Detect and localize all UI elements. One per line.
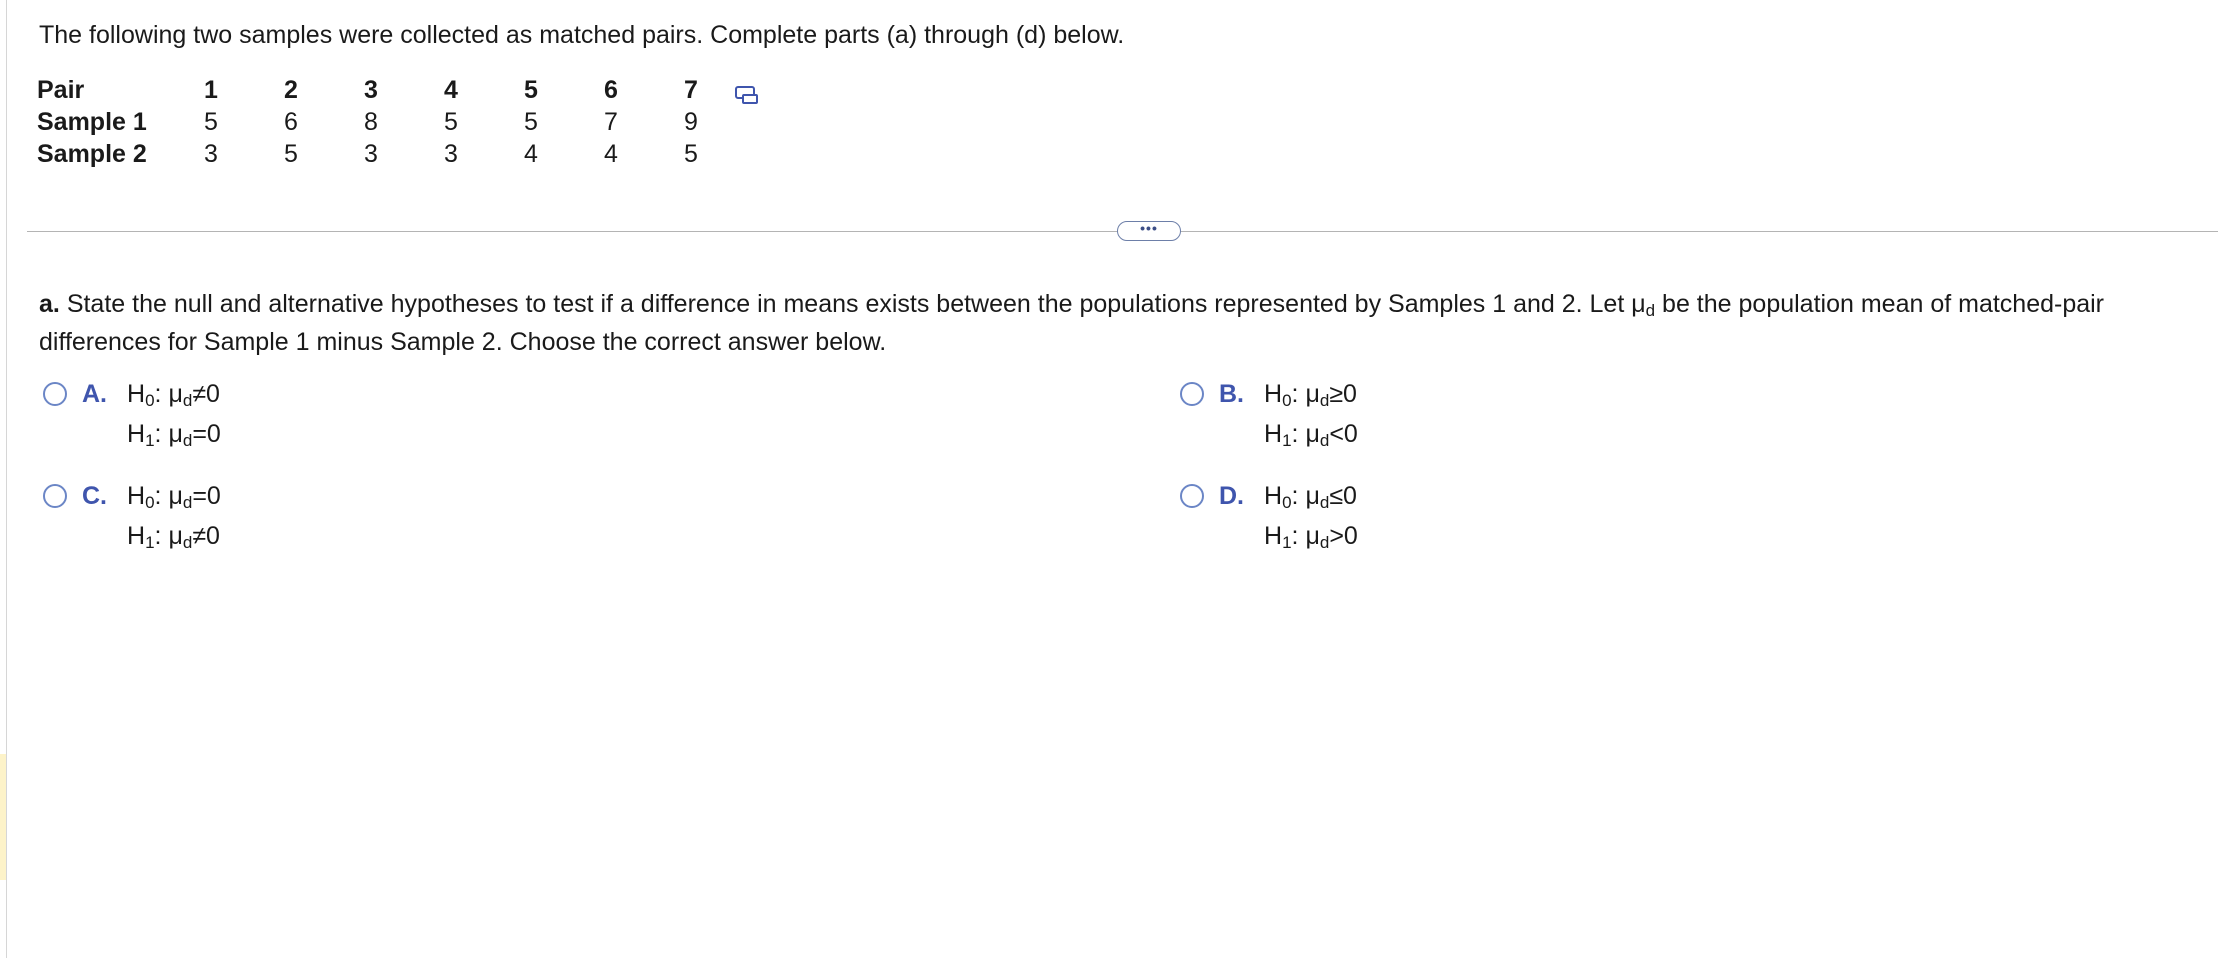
option-hypotheses [1264, 476, 1358, 556]
h1-line: $H_1$: $\mu_d\ne 0$ [127, 522, 220, 552]
table-cell: 5 [444, 108, 458, 136]
radio-d[interactable] [1180, 484, 1204, 508]
problem-intro: The following two samples were collected as matched pairs. Complete parts (a) through (d) below. [39, 21, 1125, 49]
question-body-end: be the population mean of matched-pair differences for Sample 1 minus Sample 2. Choose the correct answer below. [39, 290, 2105, 356]
radio-c[interactable] [43, 484, 67, 508]
h0-line: $H_0$: $\mu_d\ge 0$ [1264, 380, 1357, 410]
table-cell: 8 [364, 108, 378, 136]
option-hypotheses [127, 476, 221, 556]
h0-line: $H_0$: $\mu_d\le 0$ [1264, 482, 1357, 512]
radio-a[interactable] [43, 382, 67, 406]
table-cell: 3 [444, 140, 458, 168]
table-row-pair [37, 74, 731, 106]
option-letter: D. [1219, 482, 1244, 510]
table-cell: 5 [524, 108, 538, 136]
table-cell: 3 [204, 140, 218, 168]
table-cell: 6 [284, 108, 298, 136]
table-cell: 4 [604, 140, 618, 168]
data-table [37, 74, 731, 170]
table-cell: 5 [524, 76, 538, 104]
show-more-button[interactable]: ••• [1117, 221, 1181, 241]
row-label-sample1: Sample 1 [37, 108, 147, 136]
table-cell: 2 [284, 76, 298, 104]
h1-line: $H_1$: $\mu_d=0$ [127, 420, 221, 450]
option-letter: A. [82, 380, 107, 408]
option-hypotheses [1264, 374, 1358, 454]
table-row-sample2 [37, 138, 731, 170]
table-cell: 4 [444, 76, 458, 104]
h1-line: $H_1$: $\mu_d>0$ [1264, 522, 1358, 552]
row-label-sample2: Sample 2 [37, 140, 147, 168]
table-row-sample1 [37, 106, 731, 138]
table-cell: 5 [684, 140, 698, 168]
h1-line: $H_1$: $\mu_d<0$ [1264, 420, 1358, 450]
table-cell: 3 [364, 140, 378, 168]
table-cell: 3 [364, 76, 378, 104]
row-label-pair: Pair [37, 76, 85, 104]
table-cell: 4 [524, 140, 538, 168]
h0-line: $H_0$: $\mu_d\ne 0$ [127, 380, 220, 410]
table-cell: 5 [284, 140, 298, 168]
table-cell: 7 [604, 108, 618, 136]
option-letter: B. [1219, 380, 1244, 408]
copy-data-icon[interactable] [734, 84, 760, 106]
left-accent-bar [0, 754, 6, 880]
table-cell: 9 [684, 108, 698, 136]
mu-subscript: d [1645, 301, 1656, 320]
table-cell: 6 [604, 76, 618, 104]
h0-line: $H_0$: $\mu_d=0$ [127, 482, 221, 512]
option-hypotheses [127, 374, 221, 454]
option-letter: C. [82, 482, 107, 510]
table-cell: 1 [204, 76, 218, 104]
table-cell: 7 [684, 76, 698, 104]
table-cell: 5 [204, 108, 218, 136]
question-body: State the null and alternative hypotheses to test if a difference in means exists between the populations represented by Samples 1 and 2. Let μ [66, 290, 1646, 318]
part-label: a. [39, 290, 60, 318]
question-text [39, 285, 2214, 361]
radio-b[interactable] [1180, 382, 1204, 406]
